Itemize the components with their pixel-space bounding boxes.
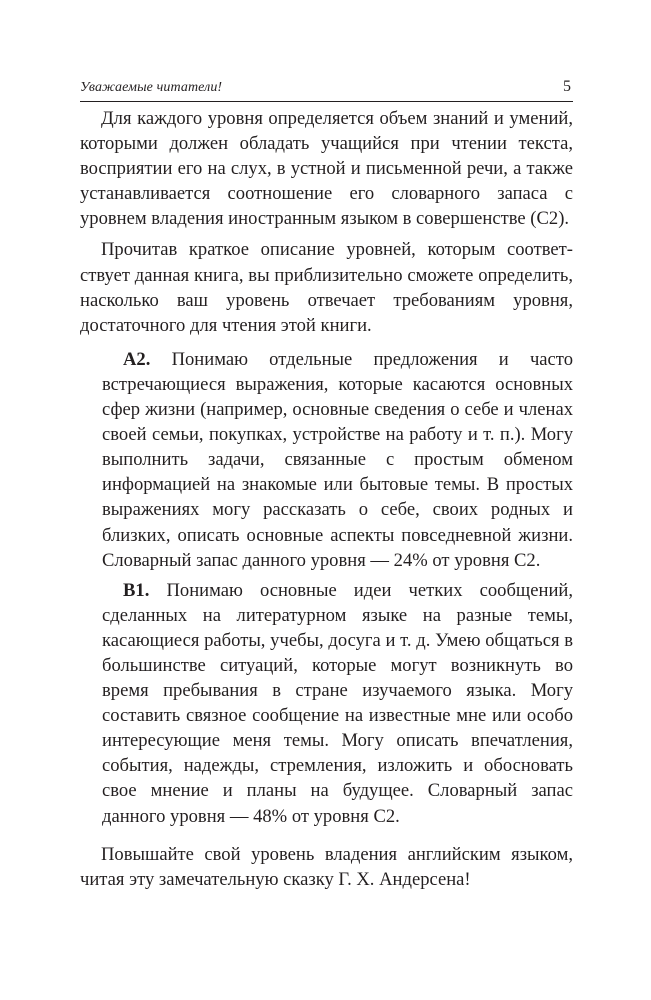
level-code-b1: B1.	[123, 579, 150, 601]
closing-paragraph: Повышайте свой уровень владения английским языком, читая эту замечательную сказку Г. Х. Андерсена!	[80, 843, 573, 890]
level-description-a2: Понимаю отдельные предложения и часто встречающиеся выражения, которые касаются основных сфер жизни (например, основные сведения о себе и членах своей семьи, покупках, устройстве на работу и т. п.). Могу выполнить задачи, связанные с простым обменом информацией на знакомые или бытовые темы. В простых выражениях могу рассказать о себе, своих родных и близких, описать основные аспекты повседневной жизни. Словарный запас данного уровня — 24% от уровня С2.	[102, 348, 573, 571]
page-number: 5	[563, 78, 571, 95]
level-list	[102, 347, 573, 829]
level-item-a2	[102, 347, 573, 573]
level-description-b1: Понимаю основные идеи четких сообщений, сделанных на литературном языке на разные темы, касающиеся работы, учебы, досуга и т. д. Умею общаться в большинстве ситуаций, которые могут возникнуть во время пребывания в стране изучаемого языка. Могу составить связное сообщение на известные мне или особо интересующие меня темы. Могу описать впечатления, события, надежды, стремления, изложить и обосновать свое мнение и планы на будущее. Словарный запас данного уровня — 48% от уровня С2.	[102, 579, 573, 827]
page-header	[80, 77, 573, 102]
level-item-b1	[102, 578, 573, 829]
paragraph-levels-description: Прочитав краткое описание уровней, которым соответствует данная книга, вы приблизительно сможете определить, насколько ваш уровень отвечает требованиям уровня, достаточного для чтения этой книги.	[80, 239, 573, 336]
body-text	[80, 106, 573, 892]
running-head: Уважаемые читатели!	[80, 80, 223, 95]
paragraph-levels-intro: Для каждого уровня определяется объем знаний и умений, которыми должен обладать учащийся при чтении текста, восприятии его на слух, в устной и письменной речи, а также устанавливается соотношение его словарного запаса с уровнем владения иностранным языком в совершенстве (С2).	[80, 108, 573, 230]
level-code-a2: A2.	[123, 348, 151, 370]
